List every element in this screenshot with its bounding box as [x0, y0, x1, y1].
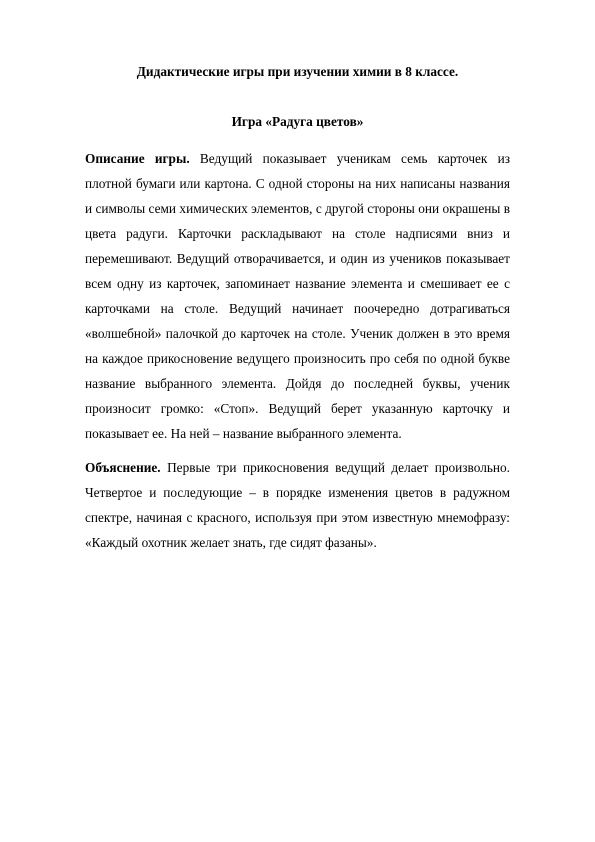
description-paragraph [85, 146, 510, 446]
game-title: Игра «Радуга цветов» [231, 114, 364, 129]
explanation-lead: Объяснение. [85, 460, 161, 475]
explanation-paragraph [85, 455, 510, 555]
explanation-text: Первые три прикосновения ведущий делает произвольно. Четвертое и последующие – в порядке изменения цветов в радужном спектре, начиная с красного, используя при этом известную мнемофразу: «Каждый охотник желает знать, где сидят фазаны». [85, 460, 510, 550]
document-title: Дидактические игры при изучении химии в 8 классе. [136, 64, 459, 79]
description-lead: Описание игры. [85, 151, 190, 166]
description-text: Ведущий показывает ученикам семь карточек из плотной бумаги или картона. С одной стороны на них написаны названия и символы семи химических элементов, с другой стороны они окрашены в цвета радуги. Карточки раскладывают на столе надписями вниз и перемешивают. Ведущий отворачивается, и один из учеников показывает всем одну из карточек, запоминает название элемента и смешивает ее с карточками на столе. Ведущий начинает поочередно дотрагиваться «волшебной» палочкой до карточек на столе. Ученик должен в это время на каждое прикосновение ведущего произносить про себя по одной букве название выбранного элемента. Дойдя до последней буквы, ученик произносит громко: «Стоп». Ведущий берет указанную карточку и показывает ее. На ней – название выбранного элемента. [85, 151, 511, 441]
